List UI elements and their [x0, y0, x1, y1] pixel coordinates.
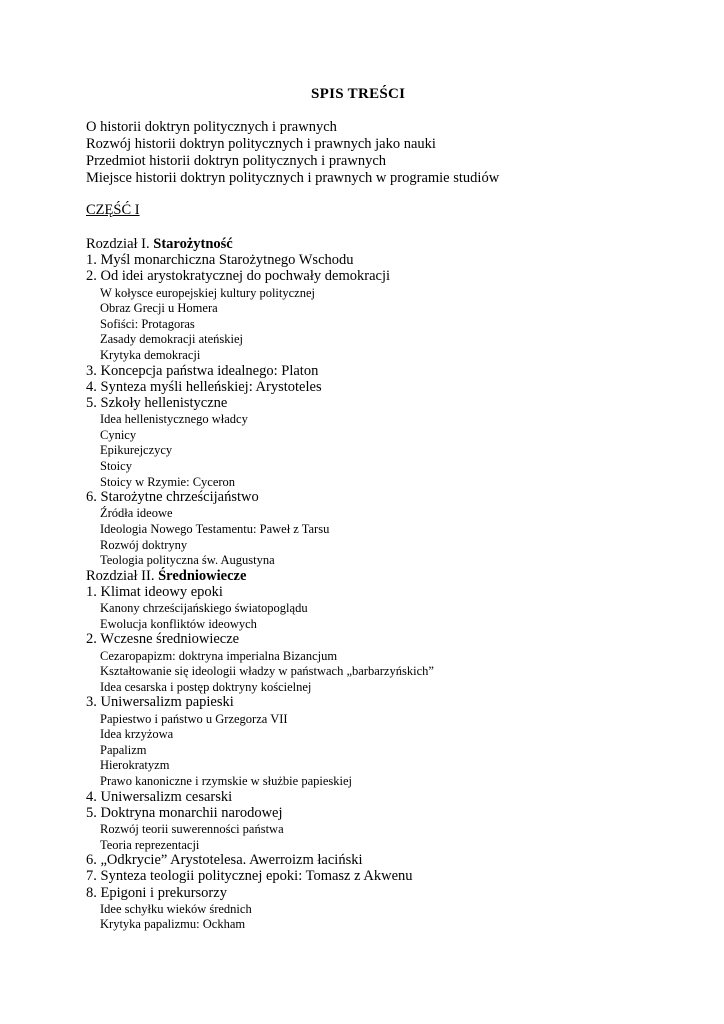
chapter-prefix: Rozdział I. [86, 236, 150, 252]
section-title: 8. Epigoni i prekursorzy [86, 884, 227, 901]
section-title: 3. Koncepcja państwa idealnego: Platon [86, 362, 319, 379]
chapter-name: Średniowiecze [158, 567, 247, 584]
subsection-title: Papiestwo i państwo u Grzegorza VII [100, 711, 288, 726]
subsection-title: Ideologia Nowego Testamentu: Paweł z Tarsu [100, 522, 330, 536]
section-title: 4. Synteza myśli helleńskiej: Arystoteles [86, 378, 322, 395]
subsection-title: Kształtowanie się ideologii władzy w państwach „barbarzyńskich” [100, 664, 434, 679]
intro-line: Przedmiot historii doktryn politycznych i prawnych [86, 153, 387, 169]
subsection-title: Obraz Grecji u Homera [100, 301, 218, 316]
section-title: 5. Doktryna monarchii narodowej [86, 804, 283, 821]
chapter-heading [86, 236, 233, 253]
subsection-title: Rozwój doktryny [100, 537, 188, 552]
section-title: 7. Synteza teologii politycznej epoki: Tomasz z Akwenu [86, 868, 413, 885]
subsection-title: Stoicy w Rzymie: Cyceron [100, 474, 236, 489]
subsection-title: Teologia polityczna św. Augustyna [100, 553, 275, 568]
subsection-title: Ewolucja konfliktów ideowych [100, 616, 257, 631]
chapter-name: Starożytność [153, 236, 233, 252]
subsection-title: Hierokratyzm [100, 758, 170, 773]
subsection-title: W kołysce europejskiej kultury politycznej [100, 285, 315, 300]
chapter-prefix: Rozdział II. [86, 567, 155, 584]
section-title: 6. Starożytne chrześcijaństwo [86, 489, 259, 506]
subsection-title: Źródła ideowe [100, 506, 173, 521]
subsection-title: Stoicy [100, 459, 132, 473]
subsection-title: Zasady demokracji ateńskiej [100, 332, 243, 347]
intro-line: Rozwój historii doktryn politycznych i prawnych jako nauki [86, 136, 436, 152]
subsection-title: Krytyka demokracji [100, 348, 201, 362]
subsection-title: Sofiści: Protagoras [100, 316, 195, 331]
chapter-heading [86, 568, 246, 585]
page-title: SPIS TREŚCI [311, 86, 406, 102]
section-title: 5. Szkoły hellenistyczne [86, 395, 228, 411]
subsection-title: Idee schyłku wieków średnich [100, 901, 252, 916]
intro-line: Miejsce historii doktryn politycznych i prawnych w programie studiów [86, 170, 500, 186]
section-title: 2. Od idei arystokratycznej do pochwały demokracji [86, 268, 390, 285]
subsection-title: Cezaropapizm: doktryna imperialna Bizancjum [100, 648, 338, 663]
part-heading: CZĘŚĆ I [86, 202, 140, 218]
section-title: 3. Uniwersalizm papieski [86, 694, 234, 711]
subsection-title: Kanony chrześcijańskiego światopoglądu [100, 601, 308, 616]
subsection-title: Papalizm [100, 742, 147, 757]
section-title: 1. Klimat ideowy epoki [86, 584, 223, 600]
subsection-title: Krytyka papalizmu: Ockham [100, 917, 246, 932]
subsection-title: Epikurejczycy [100, 443, 173, 458]
subsection-title: Idea hellenistycznego władcy [100, 412, 248, 427]
subsection-title: Idea cesarska i postęp doktryny kościelnej [100, 679, 312, 694]
intro-line: O historii doktryn politycznych i prawnych [86, 119, 337, 135]
subsection-title: Rozwój teorii suwerenności państwa [100, 822, 284, 836]
subsection-title: Teoria reprezentacji [100, 837, 200, 852]
subsection-title: Cynicy [100, 427, 137, 442]
section-title: 1. Myśl monarchiczna Starożytnego Wschodu [86, 252, 354, 269]
section-title: 6. „Odkrycie” Arystotelesa. Awerroizm łaciński [86, 852, 363, 869]
subsection-title: Prawo kanoniczne i rzymskie w służbie papieskiej [100, 774, 353, 788]
subsection-title: Idea krzyżowa [100, 727, 174, 742]
section-title: 4. Uniwersalizm cesarski [86, 788, 233, 805]
section-title: 2. Wczesne średniowiecze [86, 631, 240, 648]
